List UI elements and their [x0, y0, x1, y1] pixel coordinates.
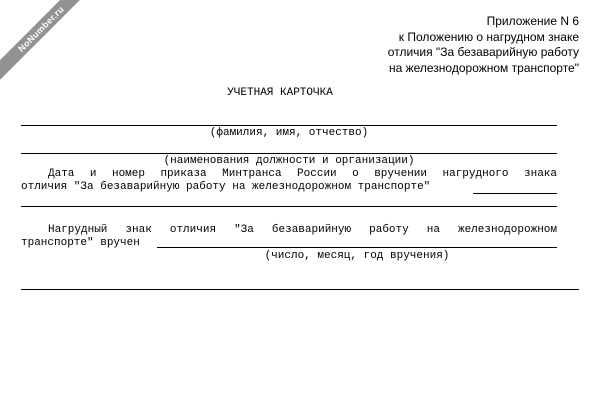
card-title: УЧЕТНАЯ КАРТОЧКА — [227, 87, 333, 99]
position-caption: (наименования должности и организации) — [163, 155, 415, 167]
awarded-text-line-2: транспорте" вручен — [21, 237, 140, 249]
name-caption: (фамилия, имя, отчество) — [209, 127, 369, 139]
name-fill-line — [21, 125, 557, 126]
bottom-line — [21, 289, 579, 290]
separator-line — [21, 206, 557, 207]
date-fill-line — [157, 247, 557, 248]
watermark-text: NoNumber.ru — [0, 0, 80, 80]
appendix-line-1: Приложение N 6 — [486, 14, 579, 28]
date-caption: (число, месяц, год вручения) — [264, 250, 450, 262]
awarded-text-line-1: Нагрудный знак отличия "За безаварийную работу на железнодорожном — [48, 224, 557, 236]
order-text-line-1: Дата и номер приказа Минтранса России о вручении нагрудного знака — [48, 168, 557, 180]
order-text-line-2: отличия "За безаварийную работу на железнодорожном транспорте" — [21, 181, 431, 193]
watermark — [0, 0, 80, 80]
appendix-line-3: отличия "За безаварийную работу — [387, 45, 579, 59]
appendix-line-2: к Положению о нагрудном знаке — [398, 29, 579, 44]
appendix-line-4: на железнодорожном транспорте" — [388, 60, 579, 75]
order-fill-line — [473, 193, 557, 194]
position-fill-line — [21, 153, 557, 154]
appendix-header — [388, 14, 579, 76]
